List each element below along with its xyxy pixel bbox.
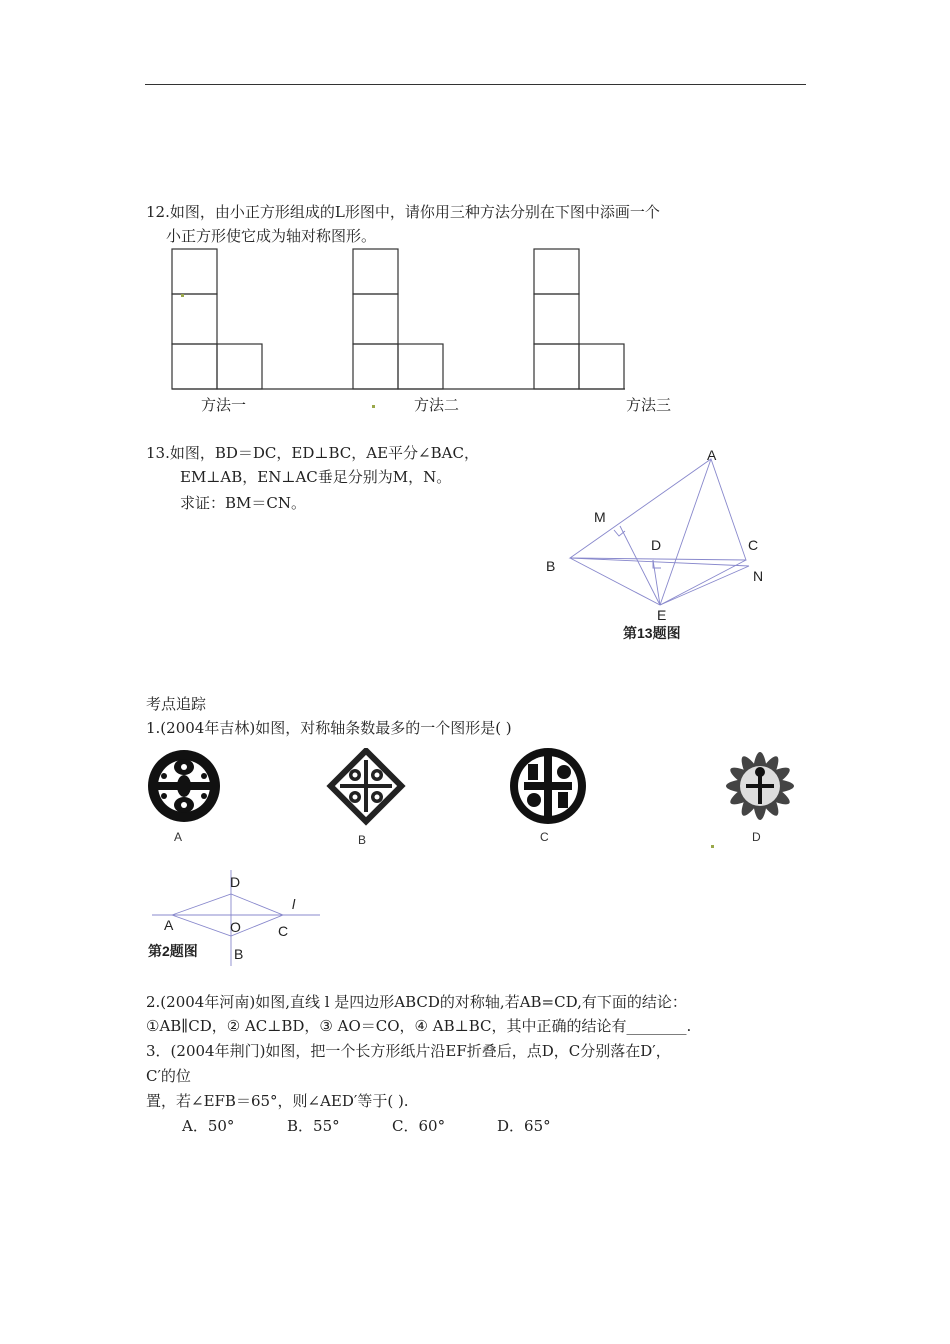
symmetry-figures [140,748,820,848]
section-title: 考点追踪 [146,695,207,713]
q13-figure [535,440,785,650]
figure-b [326,748,405,826]
p2-line2: ①AB∥CD，② AC⊥BD，③ AO＝CO，④ AB⊥BC，其中正确的结论有________. [146,1017,692,1035]
option-c-label: C [540,830,549,844]
fig2-caption: 第2题图 [148,943,198,959]
p3-line2: C′的位 [146,1067,191,1085]
q12-line1: 12.如图，由小正方形组成的L形图中，请你用三种方法分别在下图中添画一个 [146,203,660,221]
l-shape-grids [160,240,660,400]
fig2-point-A: A [164,917,174,933]
p3-line3: 置，若∠EFB＝65°，则∠AED′等于( ). [146,1092,409,1110]
fig2-point-D: D [230,874,241,890]
header-rule [145,84,806,85]
l-shape-2 [353,249,443,389]
choice-d: D．65° [497,1117,551,1135]
q13-figure-caption: 第13题图 [623,625,681,641]
q12-line2: 小正方形使它成为轴对称图形。 [166,227,377,245]
method-2-label: 方法二 [414,396,460,414]
option-b-label: B [358,833,367,847]
choice-b: B．55° [287,1117,340,1135]
point-C: C [748,537,759,553]
fig2-point-B: B [234,946,244,962]
figure-d [726,752,794,820]
method-1-label: 方法一 [201,396,247,414]
choice-a: A．50° [182,1117,235,1135]
method-3-label: 方法三 [626,396,672,414]
point-M: M [594,509,606,525]
speck [181,294,184,297]
fig2-line-l: l [292,896,296,912]
p2-line1: 2.(2004年河南)如图,直线 l 是四边形ABCD的对称轴,若AB=CD,有下面的结论： [146,993,687,1011]
point-B: B [546,558,556,574]
point-D: D [651,537,662,553]
point-E: E [657,607,667,623]
speck [711,845,714,848]
figure-c [510,748,586,824]
option-d-label: D [752,830,761,844]
fig2-point-O: O [230,919,241,935]
p3-line1: 3．(2004年荆门)如图，把一个长方形纸片沿EF折叠后，点D，C分别落在D′， [146,1042,671,1060]
fig2-point-C: C [278,923,289,939]
q13-line2: EM⊥AB，EN⊥AC垂足分别为M，N。 [180,468,452,486]
speck [372,405,375,408]
p1-text: 1.(2004年吉林)如图，对称轴条数最多的一个图形是( ) [146,719,512,737]
q13-line3: 求证：BM＝CN。 [180,494,306,512]
figure-a [148,750,220,822]
l-shape-3 [534,249,624,389]
l-shape-1 [172,249,262,389]
option-a-label: A [174,830,183,844]
point-N: N [753,568,764,584]
point-A: A [707,447,717,463]
choice-c: C．60° [392,1117,446,1135]
q2-figure [140,866,320,966]
q13-line1: 13.如图，BD＝DC，ED⊥BC，AE平分∠BAC， [146,444,479,462]
